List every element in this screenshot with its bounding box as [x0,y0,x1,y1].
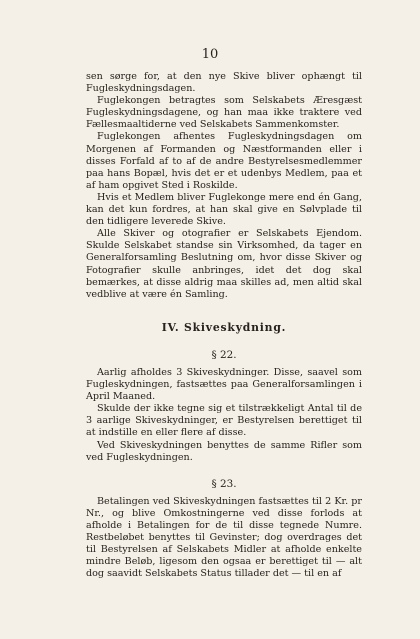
section-mark-23: § 23. [211,477,237,490]
paragraph: Fuglekongen betragtes som Selskabets Æresgæst Fugleskydningsdagene, og han maa ikke traktere ved Fællesmaaltiderne ved Selskabets Sammenkomster. [86,95,362,131]
paragraph: Alle Skiver og otografier er Selskabets Ejendom. Skulde Selskabet standse sin Virksomhed, da tager en Generalforsamling Beslutning om, hvor disse Skiver og Fotografier skulle anbringes, idet det dog skal bemærkes, at disse aldrig maa skilles ad, men altid skal vedblive at være én Samling. [86,228,362,300]
paragraph: Skulde der ikke tegne sig et tilstrækkeligt Antal til de 3 aarlige Skiveskydninger, er Bestyrelsen berettiget til at indstille en eller flere af disse. [86,403,362,439]
chapter-heading: IV. Skiveskydning. [161,320,287,334]
section-mark-22: § 22. [211,348,237,361]
paragraph-continuation: sen sørge for, at den nye Skive bliver ophængt til Fugleskydningsdagen. [86,71,362,95]
paragraph: Hvis et Medlem bliver Fuglekonge mere end én Gang, kan det kun fordres, at han skal give en Sølvplade til den tidligere leverede Skive. [86,191,362,228]
paragraph: Ved Skiveskydningen benyttes de samme Rifler som ved Fugleskydningen. [86,439,362,463]
page-number: 10 [201,47,219,62]
paragraph: Betalingen ved Skiveskydningen fastsættes til 2 Kr. pr Nr., og blive Omkostningerne ved disse forlods at afholde i Betalingen for de til disse tegnede Numre. Restbeløbet benyttes til Gevinster; dog overdrages det til Bestyrelsen af Selskabets Midler at afholde enkelte mindre Beløb, ligesom den ogsaa er berettiget til — alt dog saavidt Selskabets Status tillader det — til en af [86,495,362,580]
paragraph: Fuglekongen afhentes Fugleskydningsdagen om Morgenen af Formanden og Næstformanden eller i disses Forfald af to af de andre Bestyrelsesmedlemmer paa hans Bopæl, hvis det er et udenbys Medlem, paa et af ham opgivet Sted i Roskilde. [86,131,362,191]
paragraph: Aarlig afholdes 3 Skiveskydninger. Disse, saavel som Fugleskydningen, fastsættes paa Generalforsamlingen i April Maaned. [86,366,362,403]
page-body [86,71,362,580]
